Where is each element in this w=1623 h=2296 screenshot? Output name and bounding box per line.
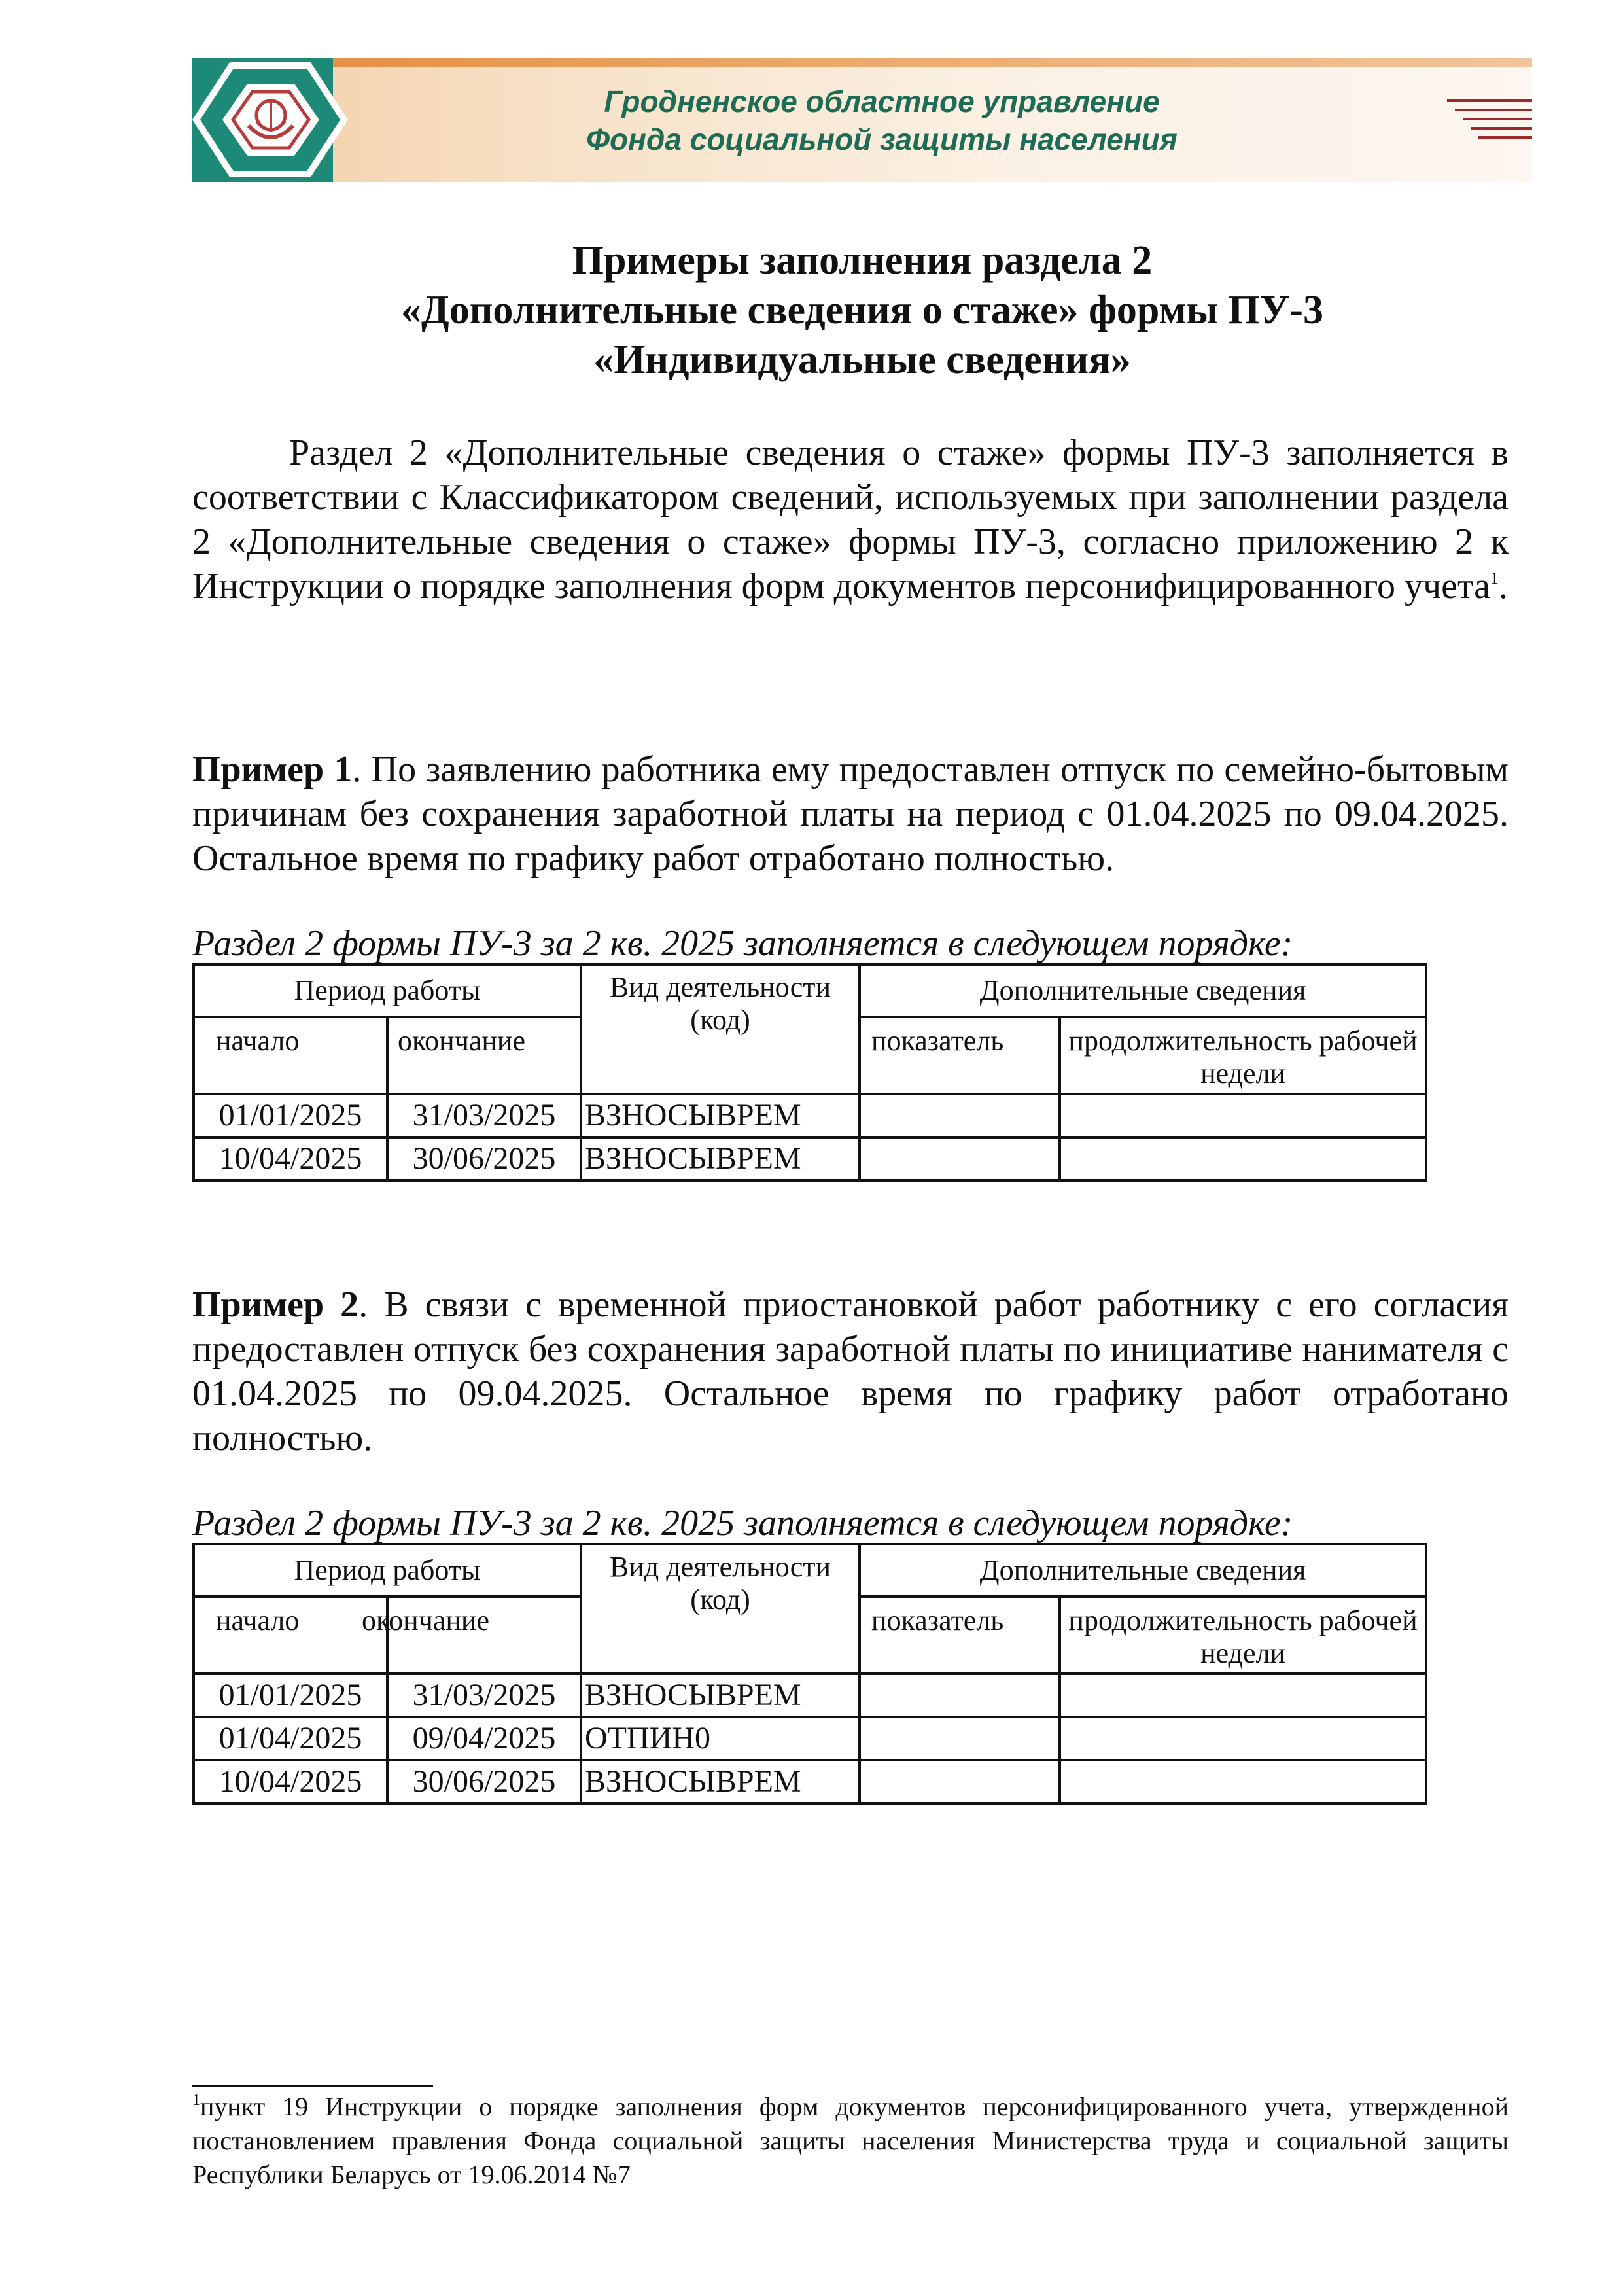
intro-text: Раздел 2 «Дополнительные сведения о стаже» формы ПУ-3 заполняется в соответствии с Классификатором сведений, используемых при заполнении раздела 2 «Дополнительные сведения о стаже» формы ПУ-3, согласно приложению 2 к Инструкции о порядке заполнения форм документов персонифицированного учета — [192, 433, 1509, 607]
header-kind: Вид деятельности (код) — [581, 1544, 860, 1674]
row-week — [1060, 1674, 1426, 1717]
header-period: Период работы — [194, 964, 581, 1017]
row-week — [1060, 1094, 1426, 1137]
row-end: 30/06/2025 — [387, 1760, 581, 1803]
header-period: Период работы — [194, 1544, 581, 1597]
row-code: ВЗНОСЫВРЕМ — [581, 1137, 860, 1180]
header-start: начало — [194, 1017, 387, 1094]
header-week: продолжительность рабочей недели — [1060, 1017, 1426, 1094]
footnote-divider — [192, 2085, 433, 2087]
row-code: ОТПИН0 — [581, 1717, 860, 1760]
row-end: 09/04/2025 — [387, 1717, 581, 1760]
row-indicator — [860, 1094, 1060, 1137]
banner-top-stripe — [192, 58, 1532, 67]
footnote-reference[interactable]: 1 — [1490, 569, 1499, 588]
footnote — [192, 2090, 1509, 2192]
example2-paragraph — [192, 1282, 1509, 1460]
example1-label: Пример 1 — [192, 749, 353, 790]
header-additional: Дополнительные сведения — [860, 964, 1426, 1017]
row-start: 10/04/2025 — [194, 1137, 387, 1180]
table-row — [194, 1137, 1426, 1180]
example1-caption: Раздел 2 формы ПУ-3 за 2 кв. 2025 заполняется в следующем порядке: — [192, 923, 1293, 964]
header-banner — [192, 58, 1532, 182]
table-row — [194, 1094, 1426, 1137]
example2-label: Пример 2 — [192, 1284, 359, 1325]
page-title-line3: «Индивидуальные сведения» — [593, 338, 1131, 382]
row-week — [1060, 1137, 1426, 1180]
header-kind: Вид деятельности (код) — [581, 964, 860, 1094]
decorative-stripes-icon — [1440, 97, 1532, 149]
row-week — [1060, 1717, 1426, 1760]
page-title-line1: Примеры заполнения раздела 2 — [572, 238, 1153, 283]
organization-name-line1: Гродненское областное управление — [604, 84, 1160, 118]
row-start: 01/01/2025 — [194, 1674, 387, 1717]
example1-paragraph — [192, 747, 1509, 881]
header-indicator: показатель — [860, 1017, 1060, 1094]
row-indicator — [860, 1760, 1060, 1803]
table-header-row — [194, 1544, 1426, 1597]
intro-period: . — [1499, 566, 1509, 607]
header-end-text: окончание — [362, 1604, 489, 1636]
intro-paragraph — [192, 431, 1509, 609]
row-week — [1060, 1760, 1426, 1803]
header-additional: Дополнительные сведения — [860, 1544, 1426, 1597]
row-code: ВЗНОСЫВРЕМ — [581, 1760, 860, 1803]
example1-text: . По заявлению работника ему предоставлен отпуск по семейно-бытовым причинам без сохранения заработной платы на период с 01.04.2025 по 09.04.2025. Остальное время по графику работ отработано полностью. — [192, 749, 1509, 879]
table-row — [194, 1717, 1426, 1760]
row-end: 31/03/2025 — [387, 1674, 581, 1717]
header-end: окончание — [387, 1017, 581, 1094]
header-indicator: показатель — [860, 1597, 1060, 1674]
organization-name — [349, 82, 1414, 158]
table-header-row — [194, 964, 1426, 1017]
row-start: 01/04/2025 — [194, 1717, 387, 1760]
organization-name-line2: Фонда социальной защиты населения — [586, 122, 1178, 156]
row-start: 01/01/2025 — [194, 1094, 387, 1137]
header-start: начало — [194, 1597, 387, 1674]
row-indicator — [860, 1137, 1060, 1180]
example2-text: . В связи с временной приостановкой работ работнику с его согласия предоставлен отпуск без сохранения заработной платы по инициативе нанимателя с 01.04.2025 по 09.04.2025. Остальное время по графику работ отработано полностью. — [192, 1284, 1509, 1458]
header-week: продолжительность рабочей недели — [1060, 1597, 1426, 1674]
row-indicator — [860, 1717, 1060, 1760]
table-row — [194, 1760, 1426, 1803]
example2-caption: Раздел 2 формы ПУ-3 за 2 кв. 2025 заполняется в следующем порядке: — [192, 1503, 1293, 1544]
row-code: ВЗНОСЫВРЕМ — [581, 1674, 860, 1717]
header-end — [362, 1597, 581, 1674]
footnote-text: пункт 19 Инструкции о порядке заполнения форм документов персонифицированного учета, утвержденной постановлением правления Фонда социальной защиты населения Министерства труда и социальной защиты Республики Беларусь от 19.06.2014 №7 — [192, 2092, 1509, 2189]
page-title-line2: «Дополнительные сведения о стаже» формы ПУ-3 — [401, 288, 1323, 332]
footnote-mark: 1 — [192, 2092, 200, 2109]
row-start: 10/04/2025 — [194, 1760, 387, 1803]
example1-table — [192, 963, 1427, 1182]
row-code: ВЗНОСЫВРЕМ — [581, 1094, 860, 1137]
table-row — [194, 1674, 1426, 1717]
row-indicator — [860, 1674, 1060, 1717]
example2-table — [192, 1543, 1427, 1805]
row-end: 30/06/2025 — [387, 1137, 581, 1180]
row-end: 31/03/2025 — [387, 1094, 581, 1137]
